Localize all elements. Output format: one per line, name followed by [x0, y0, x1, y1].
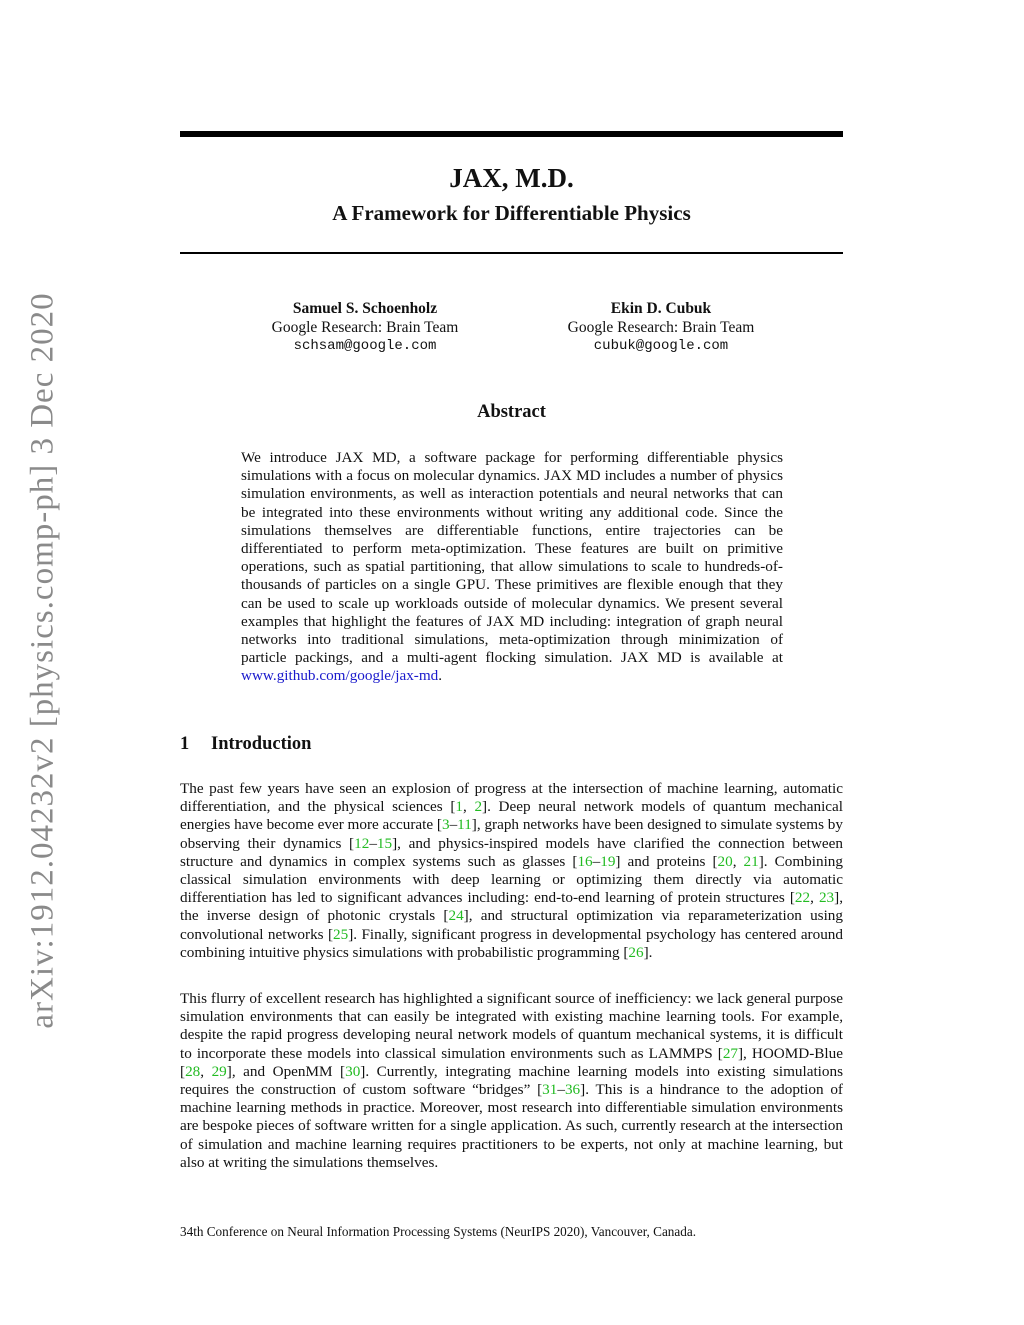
citation-link[interactable]: 21: [743, 852, 759, 870]
paragraph-text: ], graph networks have been designed to simulate systems by observing their dynamics [: [180, 816, 843, 852]
paragraph-text: –: [557, 1081, 565, 1099]
citation-link[interactable]: 31: [542, 1081, 558, 1099]
paragraph-text: ,: [200, 1062, 212, 1080]
citation-link[interactable]: 2: [474, 798, 483, 816]
paragraph-text: ]. Deep neural network models of quantum mechanical energies have become ever more accurate [: [180, 798, 843, 834]
citation-link[interactable]: 36: [564, 1081, 581, 1099]
paragraph-text: ,: [462, 798, 475, 816]
arxiv-identifier-sidebar: [20, 291, 66, 1029]
section-number: 1: [180, 734, 190, 754]
citation-link[interactable]: 25: [333, 925, 349, 943]
citation-link[interactable]: 12: [354, 834, 370, 852]
paragraph-text: ,: [732, 852, 744, 870]
conference-footnote: 34th Conference on Neural Information Processing Systems (NeurIPS 2020), Vancouver, Canada.: [180, 1224, 696, 1239]
abstract-end: .: [438, 667, 443, 685]
paragraph-text: ], and OpenMM [: [226, 1062, 346, 1080]
paragraph-text: –: [449, 816, 458, 834]
title-rule-bottom: [180, 252, 843, 254]
intro-paragraph-2: [180, 990, 843, 1172]
paragraph-text: ], HOOMD-Blue [: [180, 1044, 843, 1080]
author-name: Ekin D. Cubuk: [610, 300, 712, 317]
intro-paragraph-1: [180, 780, 843, 962]
arxiv-identifier: arXiv:1912.04232v2 [physics.comp-ph] 3 Dec 2020: [24, 291, 61, 1029]
paragraph-text: ]. This is a hindrance to the adoption of machine learning methods in practice. Moreover, most research into differentiable simulation environments are bespoke pieces of software written for a single application. As such, currently research at the intersection of simulation and machine learning requires practitioners to be experts, not only at machine learning, but also at writing the simulations themselves.: [180, 1081, 843, 1171]
paragraph-text: This flurry of excellent research has highlighted a significant source of inefficiency: we lack general purpose simulation environments that can easily be integrated with existing machine learning tools. For example, despite the rapid progress developing neural network models of quantum mechanical systems, it is difficult to incorporate these models into classical simulation environments such as LAMMPS [: [180, 990, 843, 1062]
author-email[interactable]: cubuk@google.com: [593, 338, 729, 354]
citation-link[interactable]: 20: [717, 852, 733, 870]
citation-link[interactable]: 27: [722, 1044, 738, 1062]
paper-subtitle: A Framework for Differentiable Physics: [332, 201, 691, 225]
paragraph-text: ,: [810, 889, 819, 907]
citation-link[interactable]: 3: [441, 816, 450, 834]
author-block-1: [215, 299, 515, 356]
abstract-text: [241, 449, 783, 686]
author-affiliation: Google Research: Brain Team: [567, 319, 755, 336]
citation-link[interactable]: 24: [448, 907, 464, 925]
citation-link[interactable]: 26: [628, 943, 644, 961]
paragraph-text: –: [369, 834, 377, 852]
citation-link[interactable]: 22: [794, 889, 811, 907]
author-affiliation: Google Research: Brain Team: [271, 319, 459, 336]
citation-link[interactable]: 19: [600, 852, 616, 870]
abstract-heading: Abstract: [477, 402, 546, 422]
author-email[interactable]: schsam@google.com: [293, 338, 437, 354]
citation-link[interactable]: 28: [185, 1062, 201, 1080]
paragraph-text: ]. Combining classical simulation environments with deep learning or optimizing them directly via automatic differentiation has led to significant advances including: end-to-end learning of protein structures [: [180, 852, 843, 907]
citation-link[interactable]: 29: [211, 1062, 227, 1080]
section-heading: [180, 734, 311, 755]
section-title: Introduction: [211, 734, 312, 754]
abstract-body-text: We introduce JAX MD, a software package for performing differentiable physics simulations with a focus on molecular dynamics. JAX MD includes a number of physics simulation environments, as well as interaction potentials and neural networks that can be integrated into these environments without writing any additional code. Since the simulations themselves are differentiable functions, entire trajectories can be differentiated to perform meta-optimization. These features are built on primitive operations, such as spatial partitioning, that allow simulations to scale to hundreds-of-thousands of particles on a single GPU. These primitives are flexible enough that they can be used to scale up workloads outside of molecular dynamics. We present several examples that highlight the features of JAX MD including: integration of graph neural networks into traditional simulations, meta-optimization through minimization of particle packings, and a multi-agent flocking simulation. JAX MD is available at: [241, 449, 783, 667]
citation-link[interactable]: 1: [455, 798, 463, 816]
author-block-2: [511, 299, 811, 356]
paragraph-text: ]. Finally, significant progress in developmental psychology has centered around combining intuitive physics simulations with probabilistic programming [: [180, 925, 843, 961]
citation-link[interactable]: 16: [577, 852, 593, 870]
paragraph-text: ]. Currently, integrating machine learning models into existing simulations requires the construction of custom software “bridges” [: [180, 1062, 843, 1099]
paragraph-text: ].: [643, 943, 653, 961]
paragraph-text: ], and structural optimization via reparameterization using convolutional networks [: [180, 907, 843, 943]
paragraph-text: –: [592, 852, 601, 870]
citation-link[interactable]: 15: [376, 834, 393, 852]
paper-title: JAX, M.D.: [449, 163, 574, 193]
paragraph-text: ], the inverse design of photonic crystals [: [180, 889, 843, 925]
paragraph-text: ] and proteins [: [615, 852, 718, 870]
citation-link[interactable]: 23: [818, 889, 835, 907]
github-link[interactable]: www.github.com/google/jax-md: [241, 667, 439, 685]
citation-link[interactable]: 11: [457, 816, 472, 834]
paragraph-text: ], and physics-inspired models have clarified the connection between structure and dynamics in complex systems such as glasses [: [180, 834, 843, 870]
citation-link[interactable]: 30: [345, 1062, 361, 1080]
paragraph-text: The past few years have seen an explosion of progress at the intersection of machine learning, automatic differentiation, and the physical sciences [: [180, 780, 843, 816]
title-rule-top: [180, 131, 843, 137]
author-name: Samuel S. Schoenholz: [292, 300, 438, 317]
